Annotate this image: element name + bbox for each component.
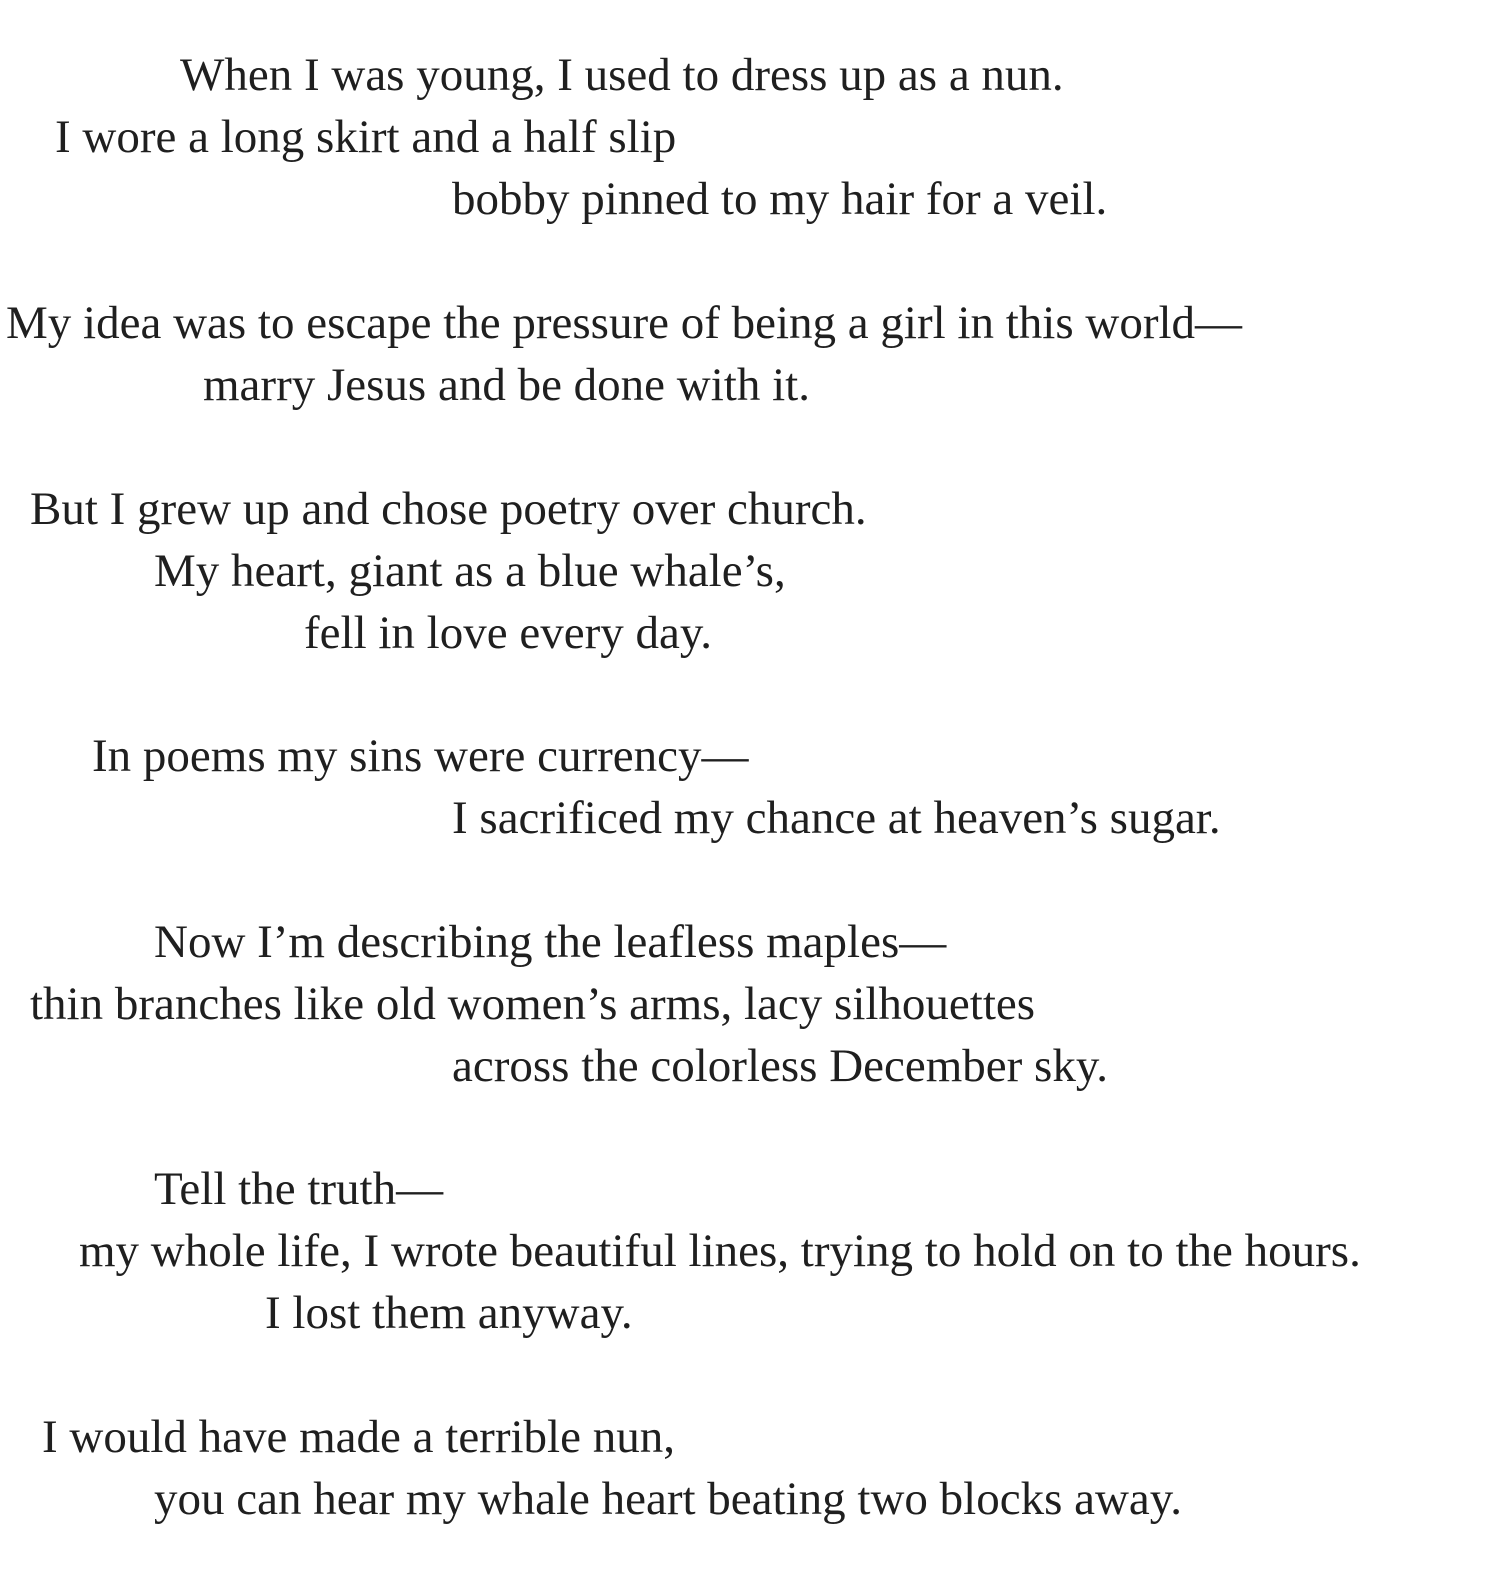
poem-line: My idea was to escape the pressure of being a girl in this world—	[6, 297, 1243, 349]
poem-line: Tell the truth—	[154, 1163, 444, 1215]
poem-line: bobby pinned to my hair for a veil.	[452, 173, 1108, 225]
poem-line: I wore a long skirt and a half slip	[55, 111, 677, 163]
poem-line: my whole life, I wrote beautiful lines, trying to hold on to the hours.	[79, 1225, 1361, 1277]
poem-line: I lost them anyway.	[265, 1287, 633, 1339]
poem-line: marry Jesus and be done with it.	[203, 359, 810, 411]
poem-line: But I grew up and chose poetry over church.	[30, 483, 867, 535]
poem-line: thin branches like old women’s arms, lacy silhouettes	[30, 978, 1036, 1030]
poem-line: fell in love every day.	[304, 607, 713, 659]
poem-line: I would have made a terrible nun,	[42, 1411, 675, 1463]
poem-line: Now I’m describing the leafless maples—	[154, 916, 947, 968]
poem-line: My heart, giant as a blue whale’s,	[154, 545, 786, 597]
poem-line: across the colorless December sky.	[452, 1040, 1109, 1092]
poem-line: I sacrificed my chance at heaven’s sugar.	[452, 792, 1221, 844]
poem-line: In poems my sins were currency—	[92, 730, 749, 782]
poem-line: When I was young, I used to dress up as a nun.	[180, 49, 1064, 101]
poem-line: you can hear my whale heart beating two blocks away.	[154, 1473, 1182, 1525]
